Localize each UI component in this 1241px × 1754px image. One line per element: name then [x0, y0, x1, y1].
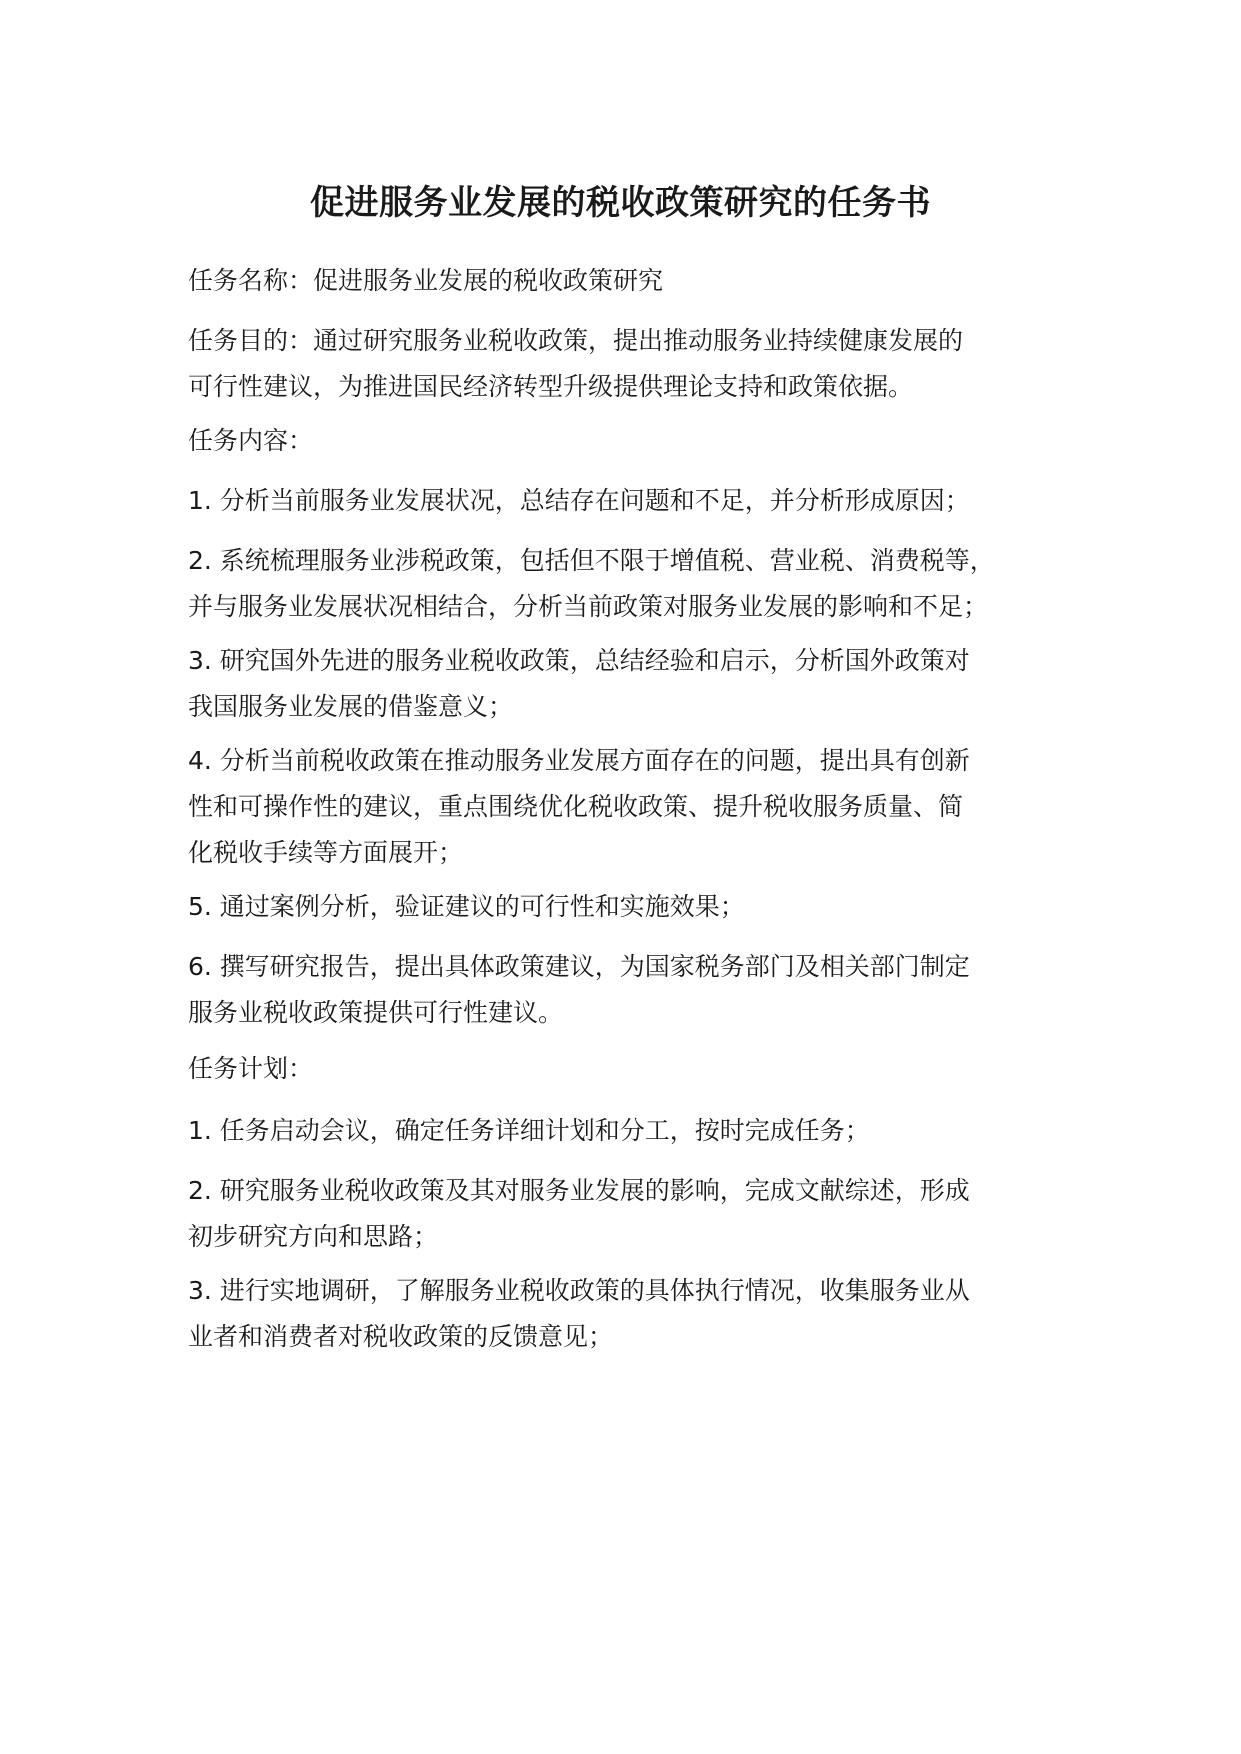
content-item-3: 3. 研究国外先进的服务业税收政策，总结经验和启示，分析国外政策对 我国服务业发展的借鉴意义；	[188, 646, 970, 721]
plan-heading: 任务计划：	[188, 1054, 314, 1083]
content-item-2: 2. 系统梳理服务业涉税政策，包括但不限于增值税、营业税、消费税等， 并与服务业发展状况相结合，分析当前政策对服务业发展的影响和不足；	[188, 546, 995, 621]
content-item-5: 5. 通过案例分析，验证建议的可行性和实施效果；	[188, 892, 745, 921]
plan-item-1: 1. 任务启动会议，确定任务详细计划和分工，按时完成任务；	[188, 1116, 870, 1145]
plan-item-2: 2. 研究服务业税收政策及其对服务业发展的影响，完成文献综述，形成 初步研究方向和思路；	[188, 1176, 970, 1251]
content-item-1: 1. 分析当前服务业发展状况，总结存在问题和不足，并分析形成原因；	[188, 486, 970, 515]
plan-item-3: 3. 进行实地调研，了解服务业税收政策的具体执行情况，收集服务业从 业者和消费者对税收政策的反馈意见；	[188, 1276, 970, 1351]
task-name: 任务名称：促进服务业发展的税收政策研究	[188, 266, 664, 295]
content-item-4: 4. 分析当前税收政策在推动服务业发展方面存在的问题，提出具有创新 性和可操作性的建议，重点围绕优化税收政策、提升税收服务质量、简 化税收手续等方面展开；	[188, 746, 970, 867]
content-item-6: 6. 撰写研究报告，提出具体政策建议，为国家税务部门及相关部门制定 服务业税收政策提供可行性建议。	[188, 952, 970, 1027]
document-title: 促进服务业发展的税收政策研究的任务书	[310, 183, 931, 223]
content-heading: 任务内容：	[188, 426, 314, 455]
task-purpose: 任务目的：通过研究服务业税收政策，提出推动服务业持续健康发展的 可行性建议，为推进国民经济转型升级提供理论支持和政策依据。	[188, 326, 964, 401]
